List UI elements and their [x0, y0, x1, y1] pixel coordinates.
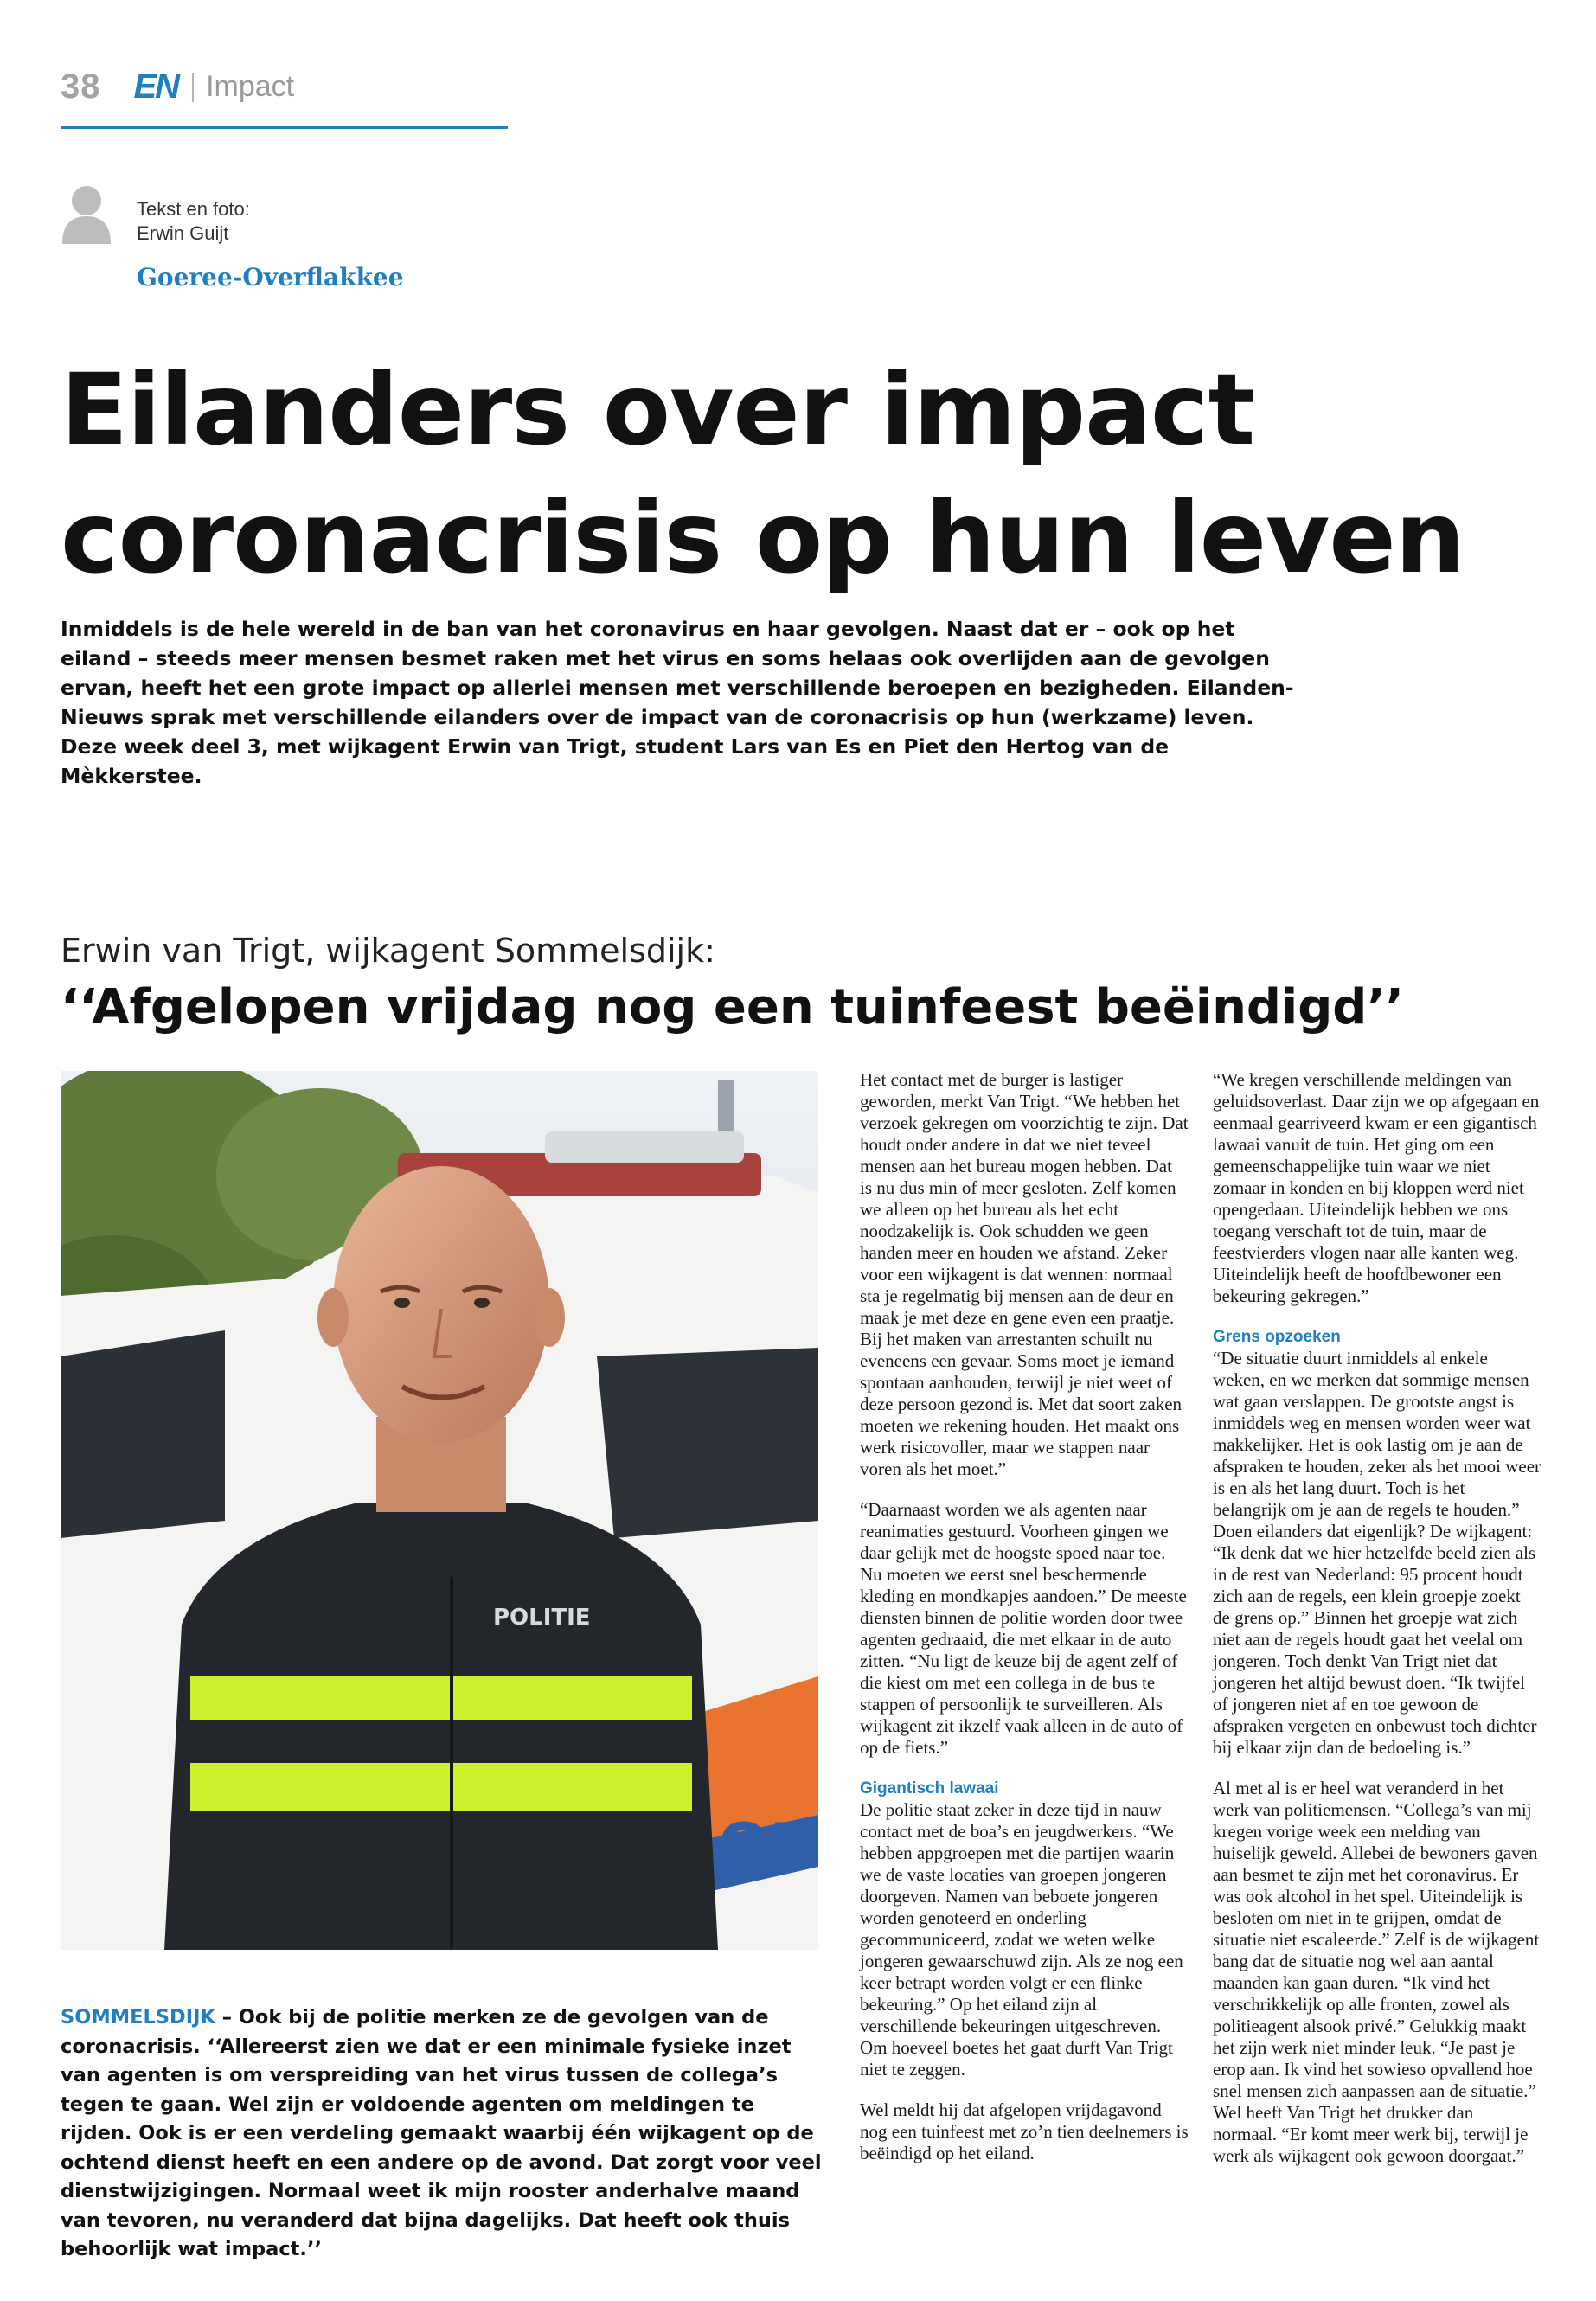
byline-author: Erwin Guijt	[137, 222, 229, 244]
header-divider	[192, 73, 194, 102]
headline-line-1: Eilanders over impact	[61, 352, 1255, 467]
article-headline	[61, 346, 1465, 602]
lead-paragraph	[61, 2003, 822, 2265]
vest-lettering: POLITIE	[493, 1605, 591, 1631]
dateline-place: SOMMELSDIJK	[61, 2006, 215, 2029]
column2-paragraph-3: Al met al is er heel wat veranderd in het werk van politiemensen. “Collega’s van mij kregen vorige week een melding van huiselijk geweld. Allebei de bewoners gaven aan besmet te zijn met het coronavirus. Er was ook alcohol in het spel. Uiteindelijk is besloten om niet in te grijpen, omdat de situatie niet escaleerde.” Zelf is de wijkagent bang dat de situatie nog wel aan aantal maanden kan gaan duren. “Ik vind het verschrikkelijk op alle fronten, zowel als politieagent alsook privé.” Gelukkig maakt het zijn werk niet minder leuk. “Je past je erop aan. Ik vind het sowieso opvallend hoe snel mensen zich aanpassen aan de situatie.” Wel heeft Van Trigt het drukker dan normaal. “Er komt meer werk bij, terwijl je werk als wijkagent ook gewoon doorgaat.”	[1213, 1778, 1540, 2166]
byline-label: Tekst en foto:	[137, 198, 250, 220]
lead-text: – Ook bij de politie merken ze de gevolgen van de coronacrisis. ‘‘Allereerst zien we dat er een minimale fysieke inzet van agenten is om verspreiding van het virus tussen de collega’s tegen te gaan. Wel zijn er voldoende agenten om meldingen te rijden. Ook is er een verdeling gemaakt waarbij één wijkagent op de ochtend dienst heeft en een andere op de avond. Dat zorgt voor veel dienstwijzigingen. Normaal weet ik mijn rooster anderhalve maand van tevoren, nu veranderd dat bijna dagelijks. Dat heeft ook thuis behoorlijk wat impact.’’	[61, 2006, 822, 2260]
column1-paragraph-1: Het contact met de burger is lastiger geworden, merkt Van Trigt. “We hebben het verzoek gekregen om voorzichtig te zijn. Dat houdt onder andere in dat we niet teveel mensen aan het bureau mogen hebben. Dat is nu dus min of meer gesloten. Zelf komen we alleen op het bureau als het echt noodzakelijk is. Ook schudden we geen handen meer en houden we afstand. Zeker voor een wijkagent is dat wennen: normaal sta je regelmatig bij mensen aan de deur en maak je met deze en gene even een praatje. Bij het maken van arrestanten schuilt nu eveneens een gevaar. Soms moet je iemand spontaan aanhouden, terwijl je niet weet of deze persoon gezond is. Met dat soort zaken moeten we rekening houden. Het maakt ons werk risicovoller, maar we stappen naar voren als het moet.”	[860, 1069, 1189, 1479]
column1-paragraph-3: De politie staat zeker in deze tijd in nauw contact met de boa’s en jeugdwerkers. “We hebben appgroepen met die partijen waarin we de vaste locaties van groepen jongeren doorgeven. Namen van beboete jongeren worden genoteerd en onderling gecommuniceerd, zodat we weten welke jongeren gewaarschuwd zijn. Als ze nog een keer betrapt worden volgt er een flinke bekeuring.” Op het eiland zijn al verschillende bekeuringen uitgeschreven. Om hoeveel boetes het gaat durft Van Trigt niet te zeggen.	[860, 1799, 1183, 2080]
page-number: 38	[61, 67, 101, 106]
column1-paragraph-4: Wel meldt hij dat afgelopen vrijdagavond nog een tuinfeest met zo’n tien deelnemers is beëindigd op het eiland.	[860, 2099, 1189, 2163]
page-header	[61, 67, 294, 106]
subhead-gigantisch-lawaai: Gigantisch lawaai	[860, 1779, 999, 1798]
body-column-1	[860, 1069, 1189, 2183]
subsection-kicker: Erwin van Trigt, wijkagent Sommelsdijk:	[61, 932, 715, 970]
column2-paragraph-1: “We kregen verschillende meldingen van geluidsoverlast. Daar zijn we op afgegaan en eenmaal gearriveerd kwam er een gigantisch lawaai vanuit de tuin. Het ging om een gemeenschappelijke tuin waar we niet zomaar in konden en bij kloppen werd niet opengedaan. Uiteindelijk hebben we ons toegang verschaft tot de tuin, maar de feestvierders vlogen naar alle kanten weg. Uiteindelijk heeft de hoofdbewoner een bekeuring gekregen.”	[1213, 1069, 1540, 1306]
car-lettering: OL	[718, 1811, 809, 1881]
region-label: Goeree-Overflakkee	[137, 263, 404, 292]
newspaper-logo: EN	[133, 67, 179, 106]
column2-paragraph-2: “De situatie duurt inmiddels al enkele weken, en we merken dat sommige mensen wat gaan verslappen. De grootste angst is inmiddels weg en mensen worden weer wat makkelijker. Het is ook lastig om je aan de afspraken te houden, zeker als het mooi weer is en als het lang duurt. Toch is het belangrijk om je aan de regels te houden.” Doen eilanders dat eigenlijk? De wijkagent: “Ik denk dat we hier hetzelfde beeld zien als in de rest van Nederland: 95 procent houdt zich aan de regels, een klein groepje zoekt de grens op.” Binnen het groepje wat zich niet aan de regels houdt gaat het veelal om jongeren. Toch denkt Van Trigt niet dat jongeren het altijd bewust doen. “Ik twijfel of jongeren niet af en toe gewoon de afspraken vergeten en onbewust toch dichter bij elkaar zijn dan de bedoeling is.”	[1213, 1348, 1542, 1758]
header-rule	[61, 126, 508, 129]
article-photo	[61, 1071, 818, 1950]
person-silhouette-icon	[61, 183, 112, 244]
subhead-grens-opzoeken: Grens opzoeken	[1213, 1328, 1341, 1346]
column1-paragraph-2: “Daarnaast worden we als agenten naar reanimaties gestuurd. Voorheen gingen we daar gelijk met de hoogste spoed naar toe. Nu moeten we eerst snel beschermende kleding en mondkapjes aandoen.” De meeste diensten binnen de politie worden door twee agenten gedraaid, die met elkaar in de auto zitten. “Nu ligt de keuze bij de agent zelf of die kiest om met een collega in de bus te stappen of persoonlijk te surveilleren. Als wijkagent zit ikzelf vaak alleen in de auto of op de fiets.”	[860, 1499, 1187, 1758]
headline-line-2: coronacrisis op hun leven	[61, 480, 1465, 595]
byline	[137, 197, 250, 246]
body-column-2	[1213, 1069, 1542, 2186]
subsection-headline: ‘‘Afgelopen vrijdag nog een tuinfeest beëindigd’’	[61, 979, 1404, 1035]
section-label: Impact	[206, 70, 295, 103]
intro-paragraph: Inmiddels is de hele wereld in de ban van het coronavirus en haar gevolgen. Naast dat er – ook op het eiland – steeds meer mensen besmet raken met het virus en soms helaas ook overlijden aan de gevolgen ervan, heeft het een grote impact op allerlei mensen met verschillende beroepen en bezigheden. Eilanden-Nieuws sprak met verschillende eilanders over de impact van de coronacrisis op hun (werkzame) leven. Deze week deel 3, met wijkagent Erwin van Trigt, student Lars van Es en Piet den Hertog van de Mèkkerstee.	[61, 617, 1294, 788]
